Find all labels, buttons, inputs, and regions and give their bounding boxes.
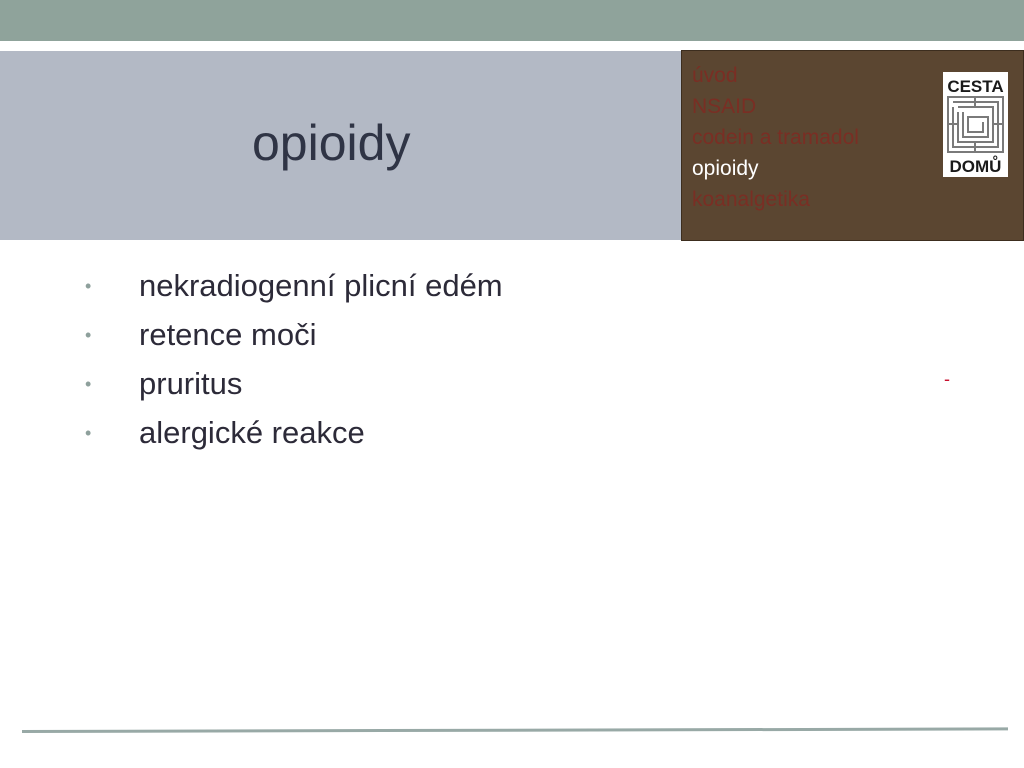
- nav-item-uvod[interactable]: úvod: [692, 64, 738, 87]
- nav-item-koanalgetika[interactable]: koanalgetika: [692, 188, 810, 211]
- bullet-marker: •: [85, 423, 92, 443]
- bullet-marker: •: [85, 374, 92, 394]
- bullet-text: alergické reakce: [139, 415, 365, 450]
- bullet-text: nekradiogenní plicní edém: [139, 268, 503, 303]
- bullet-marker: •: [85, 276, 92, 296]
- nav-item-nsaid[interactable]: NSAID: [692, 95, 757, 118]
- nav-item-codein-a-tramadol[interactable]: codein a tramadol: [692, 126, 859, 149]
- bottom-divider: [22, 727, 1008, 733]
- top-bar: [0, 0, 1024, 41]
- bullet-text: pruritus: [139, 366, 243, 401]
- bullet-text: retence moči: [139, 317, 317, 352]
- cesta-domu-logo-graphic: [943, 72, 1008, 177]
- nav-item-opioidy[interactable]: opioidy: [692, 157, 759, 180]
- logo-text-top: CESTA: [947, 77, 1004, 96]
- logo-text-bottom: DOMŮ: [949, 157, 1002, 176]
- nav-list: [692, 60, 859, 215]
- red-dash-mark: -: [944, 369, 950, 389]
- bullet-marker: •: [85, 325, 92, 345]
- slide-title: opioidy: [252, 115, 411, 171]
- navigation-panel: [681, 50, 1024, 241]
- cesta-domu-logo: [943, 72, 1008, 177]
